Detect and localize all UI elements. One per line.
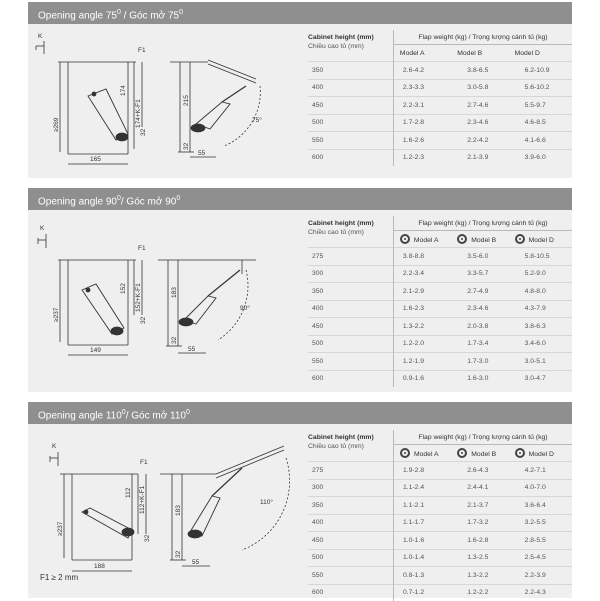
dim-32: 32 [140,316,147,324]
table-row: 450 2.2-3.1 2.7-4.6 5.5-9.7 [308,97,572,115]
table-row: 550 1.6-2.6 2.2-4.2 4.1-6.6 [308,132,572,150]
flap-weight-header: Flap weight (kg) / Trọng lượng cánh tủ (kg) [393,30,572,45]
dim-w2: 55 [188,346,196,353]
model-d-header: Model D [515,445,572,462]
dim-k: K [40,225,45,232]
dim-h3: 112+K-F1 [139,485,146,514]
model-b-header: Model B [457,49,483,57]
table-row: 550 1.2-1.9 1.7-3.0 3.0-5.1 [308,353,572,371]
table-row: 400 1.1-1.7 1.7-3.2 3.2-5.5 [308,514,572,532]
table-row: 450 1.0-1.6 1.6-2.8 2.8-5.5 [308,532,572,550]
flap-weight-header: Flap weight (kg) / Trọng lượng cánh tủ (kg) [393,430,572,445]
model-d-header: Model D [514,49,540,57]
cabinet-height-header: Cabinet height (mm) Chiều cao tủ (mm) [308,434,374,450]
dim-f1: F1 [138,245,146,252]
dim-h1: ≥237 [57,521,64,536]
dim-angle: 110° [260,499,273,506]
dim-h3: 152+K-F1 [135,283,142,312]
table-row: 600 1.2-2.3 2.1-3.9 3.9-6.0 [308,149,572,166]
installation-diagram-75 [28,24,300,178]
table-row: 600 0.9-1.6 1.6-3.0 3.0-4.7 [308,370,572,387]
flap-weight-header: Flap weight (kg) / Trọng lượng cánh tủ (kg) [393,216,572,231]
flap-weight-table-75 [308,30,572,166]
table-row: 600 0.7-1.2 1.2-2.2 2.2-4.3 [308,584,572,601]
dim-h4: 215 [183,95,190,106]
section-title: Opening angle $110^0/$ Góc mở $110^0$ [28,402,572,424]
flap-weight-table-90 [308,216,572,387]
dim-h4: 183 [171,287,178,298]
table-row: 275 1.9-2.8 2.6-4.3 4.2-7.1 [308,462,572,480]
dim-32b: 32 [183,142,190,150]
flap-weight-table-110 [308,430,572,601]
footnote-f1: F1 ≥ 2 mm [40,573,79,582]
table-row: 400 1.6-2.3 2.3-4.6 4.3-7.9 [308,300,572,318]
model-a-header: Model A [393,231,457,248]
model-b-header: Model B [457,445,514,462]
table-row: 450 1.3-2.2 2.0-3.8 3.8-6.3 [308,318,572,336]
installation-diagram-90 [28,210,300,392]
section-title: Opening angle $75^0$ / Góc mở $75^0$ [28,2,572,24]
hinge-model-icon [400,234,410,244]
dim-w1: 165 [90,156,101,163]
dim-h4: 183 [175,505,182,516]
section-opening-110 [28,402,572,598]
cabinet-height-header: Cabinet height (mm) Chiều cao tủ (mm) [308,34,374,50]
model-a-header: Model A [393,45,457,62]
dim-w2: 55 [192,559,200,566]
model-a-header: Model A [393,445,457,462]
table-row: 400 2.3-3.3 3.0-5.8 5.6-10.2 [308,79,572,97]
hinge-model-icon [515,234,525,244]
hinge-model-icon [457,234,467,244]
table-row: 350 2.1-2.9 2.7-4.9 4.8-8.0 [308,283,572,301]
dim-h2: 152 [120,283,127,294]
dim-h2: 174 [120,85,127,96]
hinge-model-icon [457,448,467,458]
dim-32: 32 [144,534,151,542]
dim-h1: ≥237 [53,307,60,322]
table-row: 500 1.0-1.4 1.3-2.5 2.5-4.5 [308,549,572,567]
section-opening-90 [28,188,572,392]
table-row: 350 2.6-4.2 3.8-6.5 6.2-10.9 [308,62,572,80]
table-row: 500 1.2-2.0 1.7-3.4 3.4-6.0 [308,335,572,353]
hinge-model-icon [400,448,410,458]
dim-f1: F1 [138,47,146,54]
dim-angle: 90° [240,305,250,312]
dim-w1: 188 [94,563,105,570]
dim-w2: 55 [198,150,206,157]
table-row: 550 0.8-1.3 1.3-2.2 2.2-3.9 [308,567,572,585]
dim-h3: 174+K-F1 [135,99,142,128]
section-opening-75 [28,2,572,178]
table-row: 350 1.1-2.1 2.1-3.7 3.6-6.4 [308,497,572,515]
installation-diagram-110 [28,424,300,574]
hinge-model-icon [515,448,525,458]
model-b-header: Model B [457,231,514,248]
dim-32b: 32 [171,336,178,344]
table-row: 300 1.1-2.4 2.4-4.1 4.0-7.0 [308,479,572,497]
dim-32: 32 [140,128,147,136]
section-title: Opening angle $90^0/$ Góc mở $90^0$ [28,188,572,210]
dim-h1: ≥269 [53,117,60,132]
cabinet-height-header: Cabinet height (mm) Chiều cao tủ (mm) [308,220,374,236]
dim-w1: 149 [90,347,101,354]
model-d-header: Model D [515,231,572,248]
dim-h2: 112 [125,487,132,498]
dim-k: K [52,443,57,450]
table-row: 500 1.7-2.8 2.3-4.6 4.6-8.5 [308,114,572,132]
dim-f1: F1 [140,459,148,466]
dim-32b: 32 [175,550,182,558]
dim-k: K [38,33,43,40]
table-row: 275 3.8-8.8 3.5-6.0 5.8-10.5 [308,248,572,266]
dim-angle: 75° [252,117,262,124]
table-row: 300 2.2-3.4 3.3-5.7 5.2-9.0 [308,265,572,283]
